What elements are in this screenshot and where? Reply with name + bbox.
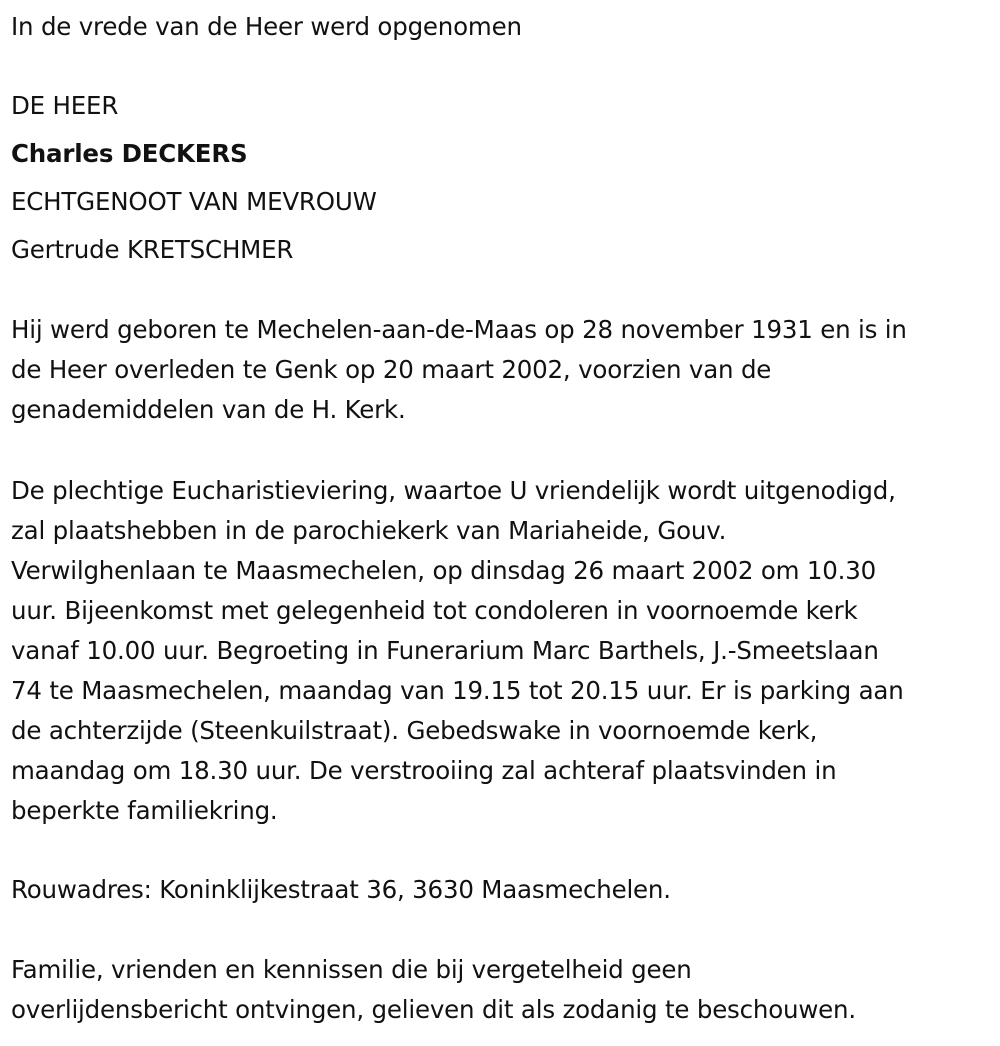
text-line: Hij werd geboren te Mechelen-aan-de-Maas op 28 november 1931 en is in — [11, 315, 907, 344]
intro-line: In de vrede van de Heer werd opgenomen — [11, 12, 522, 41]
text-line: 74 te Maasmechelen, maandag van 19.15 tot 20.15 uur. Er is parking aan — [11, 676, 904, 705]
birth-death-paragraph — [11, 310, 996, 430]
text-line: Verwilghenlaan te Maasmechelen, op dinsdag 26 maart 2002 om 10.30 — [11, 556, 877, 585]
family-paragraph — [11, 950, 996, 1030]
honorific-title: DE HEER — [11, 91, 119, 120]
text-line: beperkte familiekring. — [11, 796, 278, 825]
text-line: zal plaatshebben in de parochiekerk van Mariaheide, Gouv. — [11, 516, 727, 545]
text-line: Familie, vrienden en kennissen die bij vergetelheid geen — [11, 955, 692, 984]
text-line: maandag om 18.30 uur. De verstrooiing zal achteraf plaatsvinden in — [11, 756, 837, 785]
text-line: overlijdensbericht ontvingen, gelieven dit als zodanig te beschouwen. — [11, 995, 856, 1024]
text-line: genademiddelen van de H. Kerk. — [11, 395, 406, 424]
deceased-name: Charles DECKERS — [11, 139, 248, 168]
spouse-title: ECHTGENOOT VAN MEVROUW — [11, 187, 377, 216]
text-line: vanaf 10.00 uur. Begroeting in Funerarium Marc Barthels, J.-Smeetslaan — [11, 636, 879, 665]
address-paragraph — [11, 870, 996, 910]
spouse-name: Gertrude KRETSCHMER — [11, 235, 294, 264]
text-line: uur. Bijeenkomst met gelegenheid tot condoleren in voornoemde kerk — [11, 596, 858, 625]
text-line: Rouwadres: Koninklijkestraat 36, 3630 Maasmechelen. — [11, 875, 671, 904]
text-line: de achterzijde (Steenkuilstraat). Gebedswake in voornoemde kerk, — [11, 716, 818, 745]
text-line: De plechtige Eucharistieviering, waartoe U vriendelijk wordt uitgenodigd, — [11, 476, 896, 505]
text-line: de Heer overleden te Genk op 20 maart 2002, voorzien van de — [11, 355, 772, 384]
ceremony-paragraph — [11, 471, 996, 831]
